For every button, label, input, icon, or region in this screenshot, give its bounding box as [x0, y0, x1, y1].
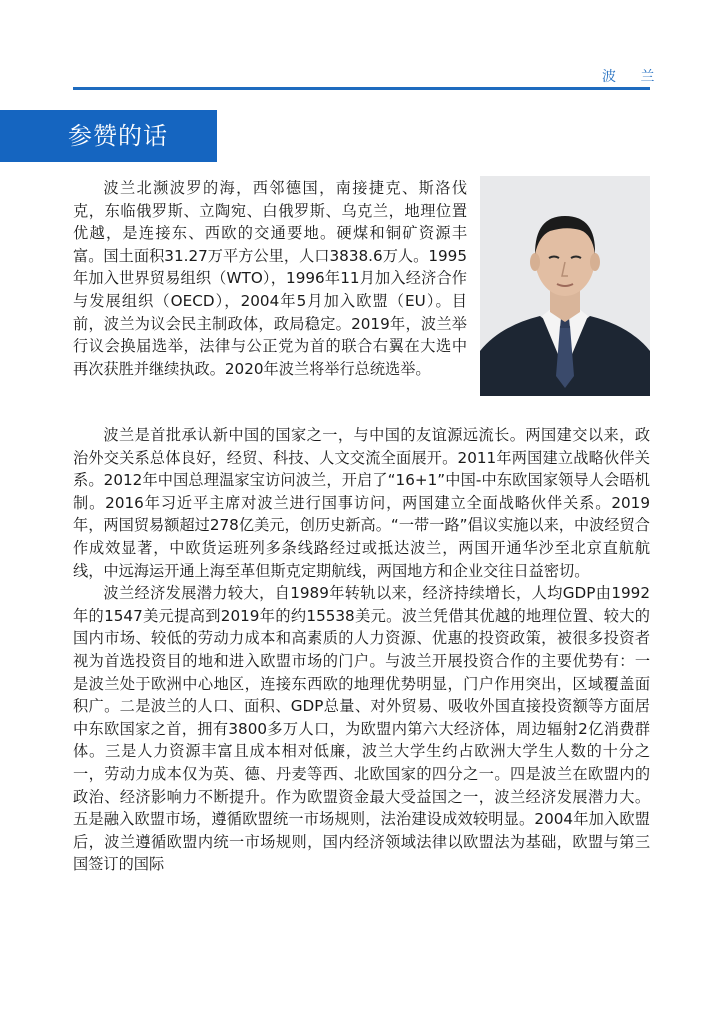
header-label: 波 兰: [602, 69, 665, 85]
paragraph-2: 波兰是首批承认新中国的国家之一，与中国的友谊源远流长。两国建交以来，政治外交关系总体良好，经贸、科技、人文交流全面展开。2011年两国建立战略伙伴关系。2012年中国总理温家宝访问波兰，开启了“16+1”中国-中东欧国家领导人会晤机制。2016年习近平主席对波兰进行国事访问，两国建立全面战略伙伴关系。2019年，两国贸易额超过278亿美元，创历史新高。“一带一路”倡议实施以来，中波经贸合作成效显著，中欧货运班列多条线路经过或抵达波兰，两国开通华沙至北京直航航线，中远海运开通上海至革但斯克定期航线，两国地方和企业交往日益密切。: [73, 426, 650, 580]
intro-paragraph-wrap: [73, 177, 467, 380]
section-title: 参赞的话: [0, 110, 217, 162]
paragraph-3: 波兰经济发展潜力较大，自1989年转轨以来，经济持续增长，人均GDP由1992年的1547美元提高到2019年的约15538美元。波兰凭借其优越的地理位置、较大的国内市场、较低的劳动力成本和高素质的人力资源、优惠的投资政策，被很多投资者视为首选投资目的地和进入欧盟市场的门户。与波兰开展投资合作的主要优势有：一是波兰处于欧洲中心地区，连接东西欧的地理优势明显，门户作用突出，区域覆盖面积广。二是波兰的人口、面积、GDP总量、对外贸易、吸收外国直接投资额等方面居中东欧国家之首，拥有3800多万人口，为欧盟内第六大经济体，周边辐射2亿消费群体。三是人力资源丰富且成本相对低廉，波兰大学生约占欧洲大学生人数的十分之一，劳动力成本仅为英、德、丹麦等西、北欧国家的四分之一。四是波兰在欧盟内的政治、经济影响力不断提升。作为欧盟资金最大受益国之一，波兰经济发展潜力大。五是融入欧盟市场，遵循欧盟统一市场规则，法治建设成效较明显。2004年加入欧盟后，波兰遵循欧盟内统一市场规则，国内经济领域法律以欧盟法为基础，欧盟与第三国签订的国际: [73, 584, 650, 874]
portrait-illustration: [480, 176, 650, 396]
paragraph-1: 波兰北濒波罗的海，西邻德国，南接捷克、斯洛伐克，东临俄罗斯、立陶宛、白俄罗斯、乌克兰，地理位置优越，是连接东、西欧的交通要地。硬煤和铜矿资源丰富。国土面积31.27万平方公里，人口3838.6万人。1995年加入世界贸易组织（WTO），1996年11月加入经济合作与发展组织（OECD），2004年5月加入欧盟（EU）。目前，波兰为议会民主制政体，政局稳定。2019年，波兰举行议会换届选举，法律与公正党为首的联合右翼在大选中再次获胜并继续执政。2020年波兰将举行总统选举。: [73, 179, 467, 378]
body-text-wrap: [73, 424, 650, 876]
portrait-photo: [480, 176, 650, 396]
header-rule: [73, 87, 650, 90]
